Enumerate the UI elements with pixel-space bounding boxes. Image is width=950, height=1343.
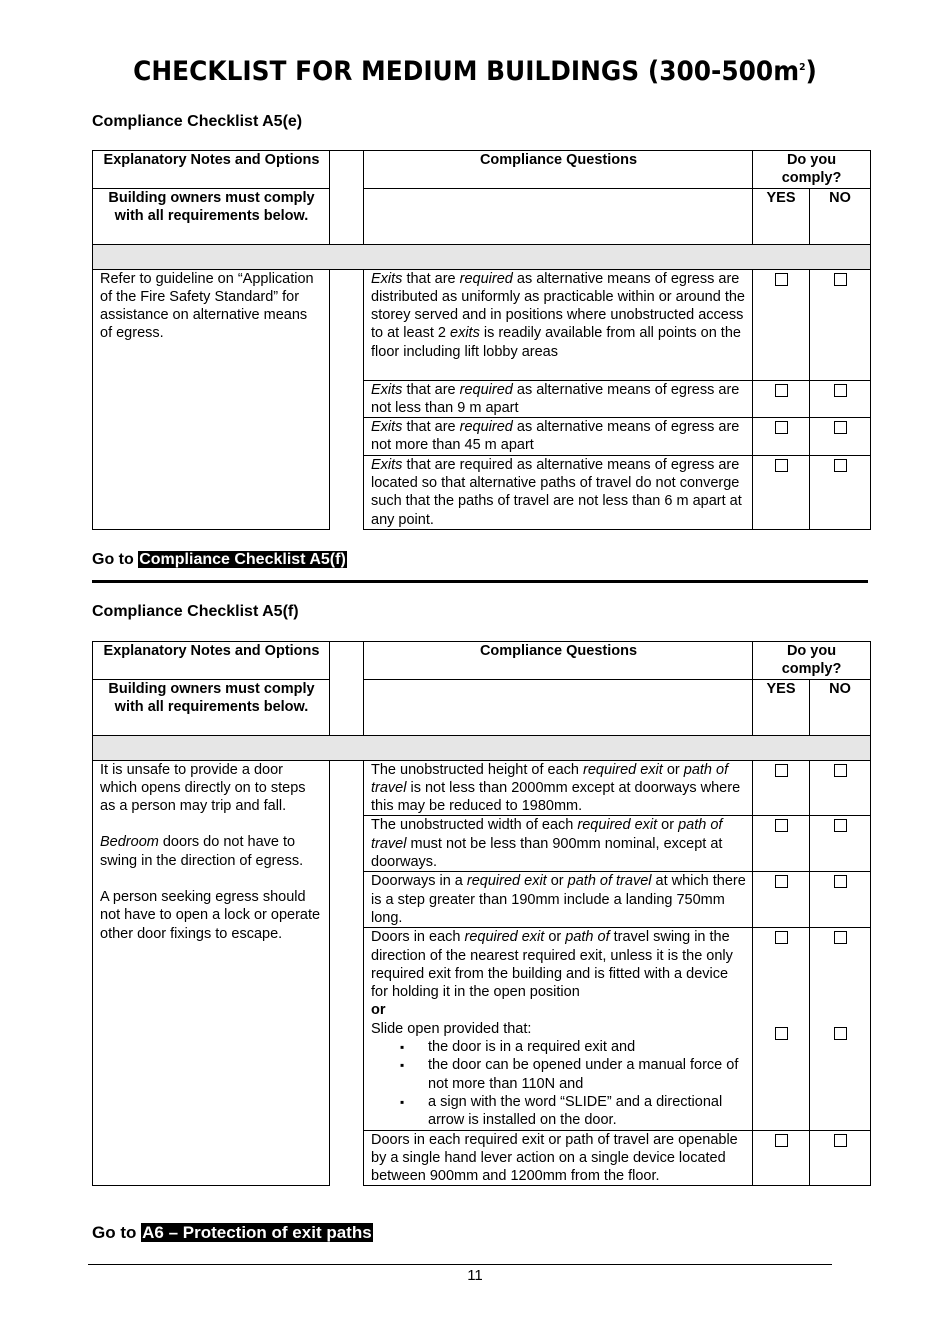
section-divider — [92, 580, 868, 583]
goto-link-a6[interactable]: Go to A6 – Protection of exit paths — [92, 1223, 372, 1242]
no-checkbox[interactable] — [834, 819, 847, 832]
no-checkbox[interactable] — [834, 875, 847, 888]
or-separator: or — [371, 1002, 386, 1019]
notes-column-header: Explanatory Notes and Options — [93, 642, 330, 680]
compliance-question: Doors in each required exit or path of travel are openable by a single hand lever action on a single device located between 900mm and 1200mm from the floor. — [364, 1130, 753, 1186]
no-checkbox[interactable] — [834, 459, 847, 472]
questions-column-header: Compliance Questions — [364, 642, 753, 680]
yes-checkbox[interactable] — [775, 931, 788, 944]
list-item: ▪ a sign with the word “SLIDE” and a directional arrow is installed on the door. — [428, 1093, 746, 1130]
page-title: CHECKLIST FOR MEDIUM BUILDINGS $(300-500m^2)$ — [133, 56, 817, 87]
compliance-question: Exits that are required as alternative means of egress are not more than 45 m apart — [364, 418, 753, 456]
list-item: ▪ the door is in a required exit and — [428, 1038, 746, 1056]
yes-checkbox[interactable] — [775, 384, 788, 397]
yes-column-header: YES — [753, 679, 810, 735]
no-column-header: NO — [810, 679, 871, 735]
shaded-divider-row — [93, 244, 871, 269]
checklist-table-a5f — [92, 641, 871, 1186]
yes-checkbox[interactable] — [775, 875, 788, 888]
owners-requirement-note: Building owners must comply with all requirements below. — [93, 679, 330, 735]
compliance-question: Doors in each required exit or path of travel swing in the direction of the nearest required exit, unless it is the only required exit from the building and is fitted with a device for holding it in the open position or Slide open provided that: ▪ the door is in a required exit and ▪ the door can be opened under a manual force of not more than 110N and ▪ a sign with the word “SLIDE” and a directional arrow is installed on the door. — [364, 928, 753, 1130]
explanatory-note: Refer to guideline on “Application of the Fire Safety Standard” for assistance on alternative means of egress. — [93, 269, 330, 529]
list-item: ▪ the door can be opened under a manual force of not more than 110N and — [428, 1056, 746, 1093]
owners-requirement-note: Building owners must comply with all requirements below. — [93, 188, 330, 244]
shaded-divider-row — [93, 735, 871, 760]
explanatory-notes — [93, 760, 330, 1186]
compliance-question: Exits that are required as alternative means of egress are not less than 9 m apart — [364, 380, 753, 418]
explanatory-note: Bedroom doors do not have to swing in the direction of egress. — [100, 834, 304, 869]
explanatory-note: It is unsafe to provide a door which opens directly on to steps as a person may trip and fall. — [100, 761, 306, 815]
compliance-question: Exits that are required as alternative means of egress are distributed as uniformly as practicable within or around the storey served and in positions where unobstructed access to at least 2 exits is readily available from all points on the floor including lift lobby areas — [364, 269, 753, 380]
compliance-question: Exits that are required as alternative means of egress are located so that alternative paths of travel do not converge such that the paths of travel are not less than 6 m apart at any point. — [364, 455, 753, 529]
no-checkbox[interactable] — [834, 764, 847, 777]
questions-column-header: Compliance Questions — [364, 151, 753, 189]
comply-column-header: Do you comply? — [753, 151, 871, 189]
yes-checkbox[interactable] — [775, 273, 788, 286]
slide-intro: Slide open provided that: — [371, 1020, 532, 1037]
no-checkbox[interactable] — [834, 384, 847, 397]
explanatory-note: A person seeking egress should not have to open a lock or operate other door fixings to escape. — [100, 889, 321, 942]
yes-checkbox-slide[interactable] — [775, 1027, 788, 1040]
goto-link-a5f[interactable]: Go to Compliance Checklist A5(f) — [92, 551, 346, 568]
compliance-question: Doorways in a required exit or path of travel at which there is a step greater than 190mm include a landing 750mm long. — [364, 872, 753, 928]
yes-checkbox[interactable] — [775, 459, 788, 472]
checklist-table-a5e — [92, 150, 871, 530]
page-number: 11 — [467, 1267, 483, 1284]
no-checkbox[interactable] — [834, 421, 847, 434]
slide-conditions-list — [371, 1038, 746, 1129]
yes-checkbox[interactable] — [775, 1134, 788, 1147]
yes-checkbox[interactable] — [775, 764, 788, 777]
section-heading-a5e: Compliance Checklist A5(e) — [92, 113, 303, 130]
yes-checkbox[interactable] — [775, 421, 788, 434]
no-checkbox[interactable] — [834, 931, 847, 944]
no-checkbox[interactable] — [834, 273, 847, 286]
no-column-header: NO — [810, 188, 871, 244]
notes-column-header: Explanatory Notes and Options — [93, 151, 330, 189]
yes-column-header: YES — [753, 188, 810, 244]
footer-divider — [88, 1264, 832, 1265]
section-heading-a5f: Compliance Checklist A5(f) — [92, 603, 299, 620]
compliance-question: The unobstructed height of each required exit or path of travel is not less than 2000mm except at doorways where this may be reduced to 1980mm. — [364, 760, 753, 816]
no-checkbox[interactable] — [834, 1134, 847, 1147]
no-checkbox-slide[interactable] — [834, 1027, 847, 1040]
compliance-question: The unobstructed width of each required exit or path of travel must not be less than 900mm nominal, except at doorways. — [364, 816, 753, 872]
yes-checkbox[interactable] — [775, 819, 788, 832]
comply-column-header: Do you comply? — [753, 642, 871, 680]
